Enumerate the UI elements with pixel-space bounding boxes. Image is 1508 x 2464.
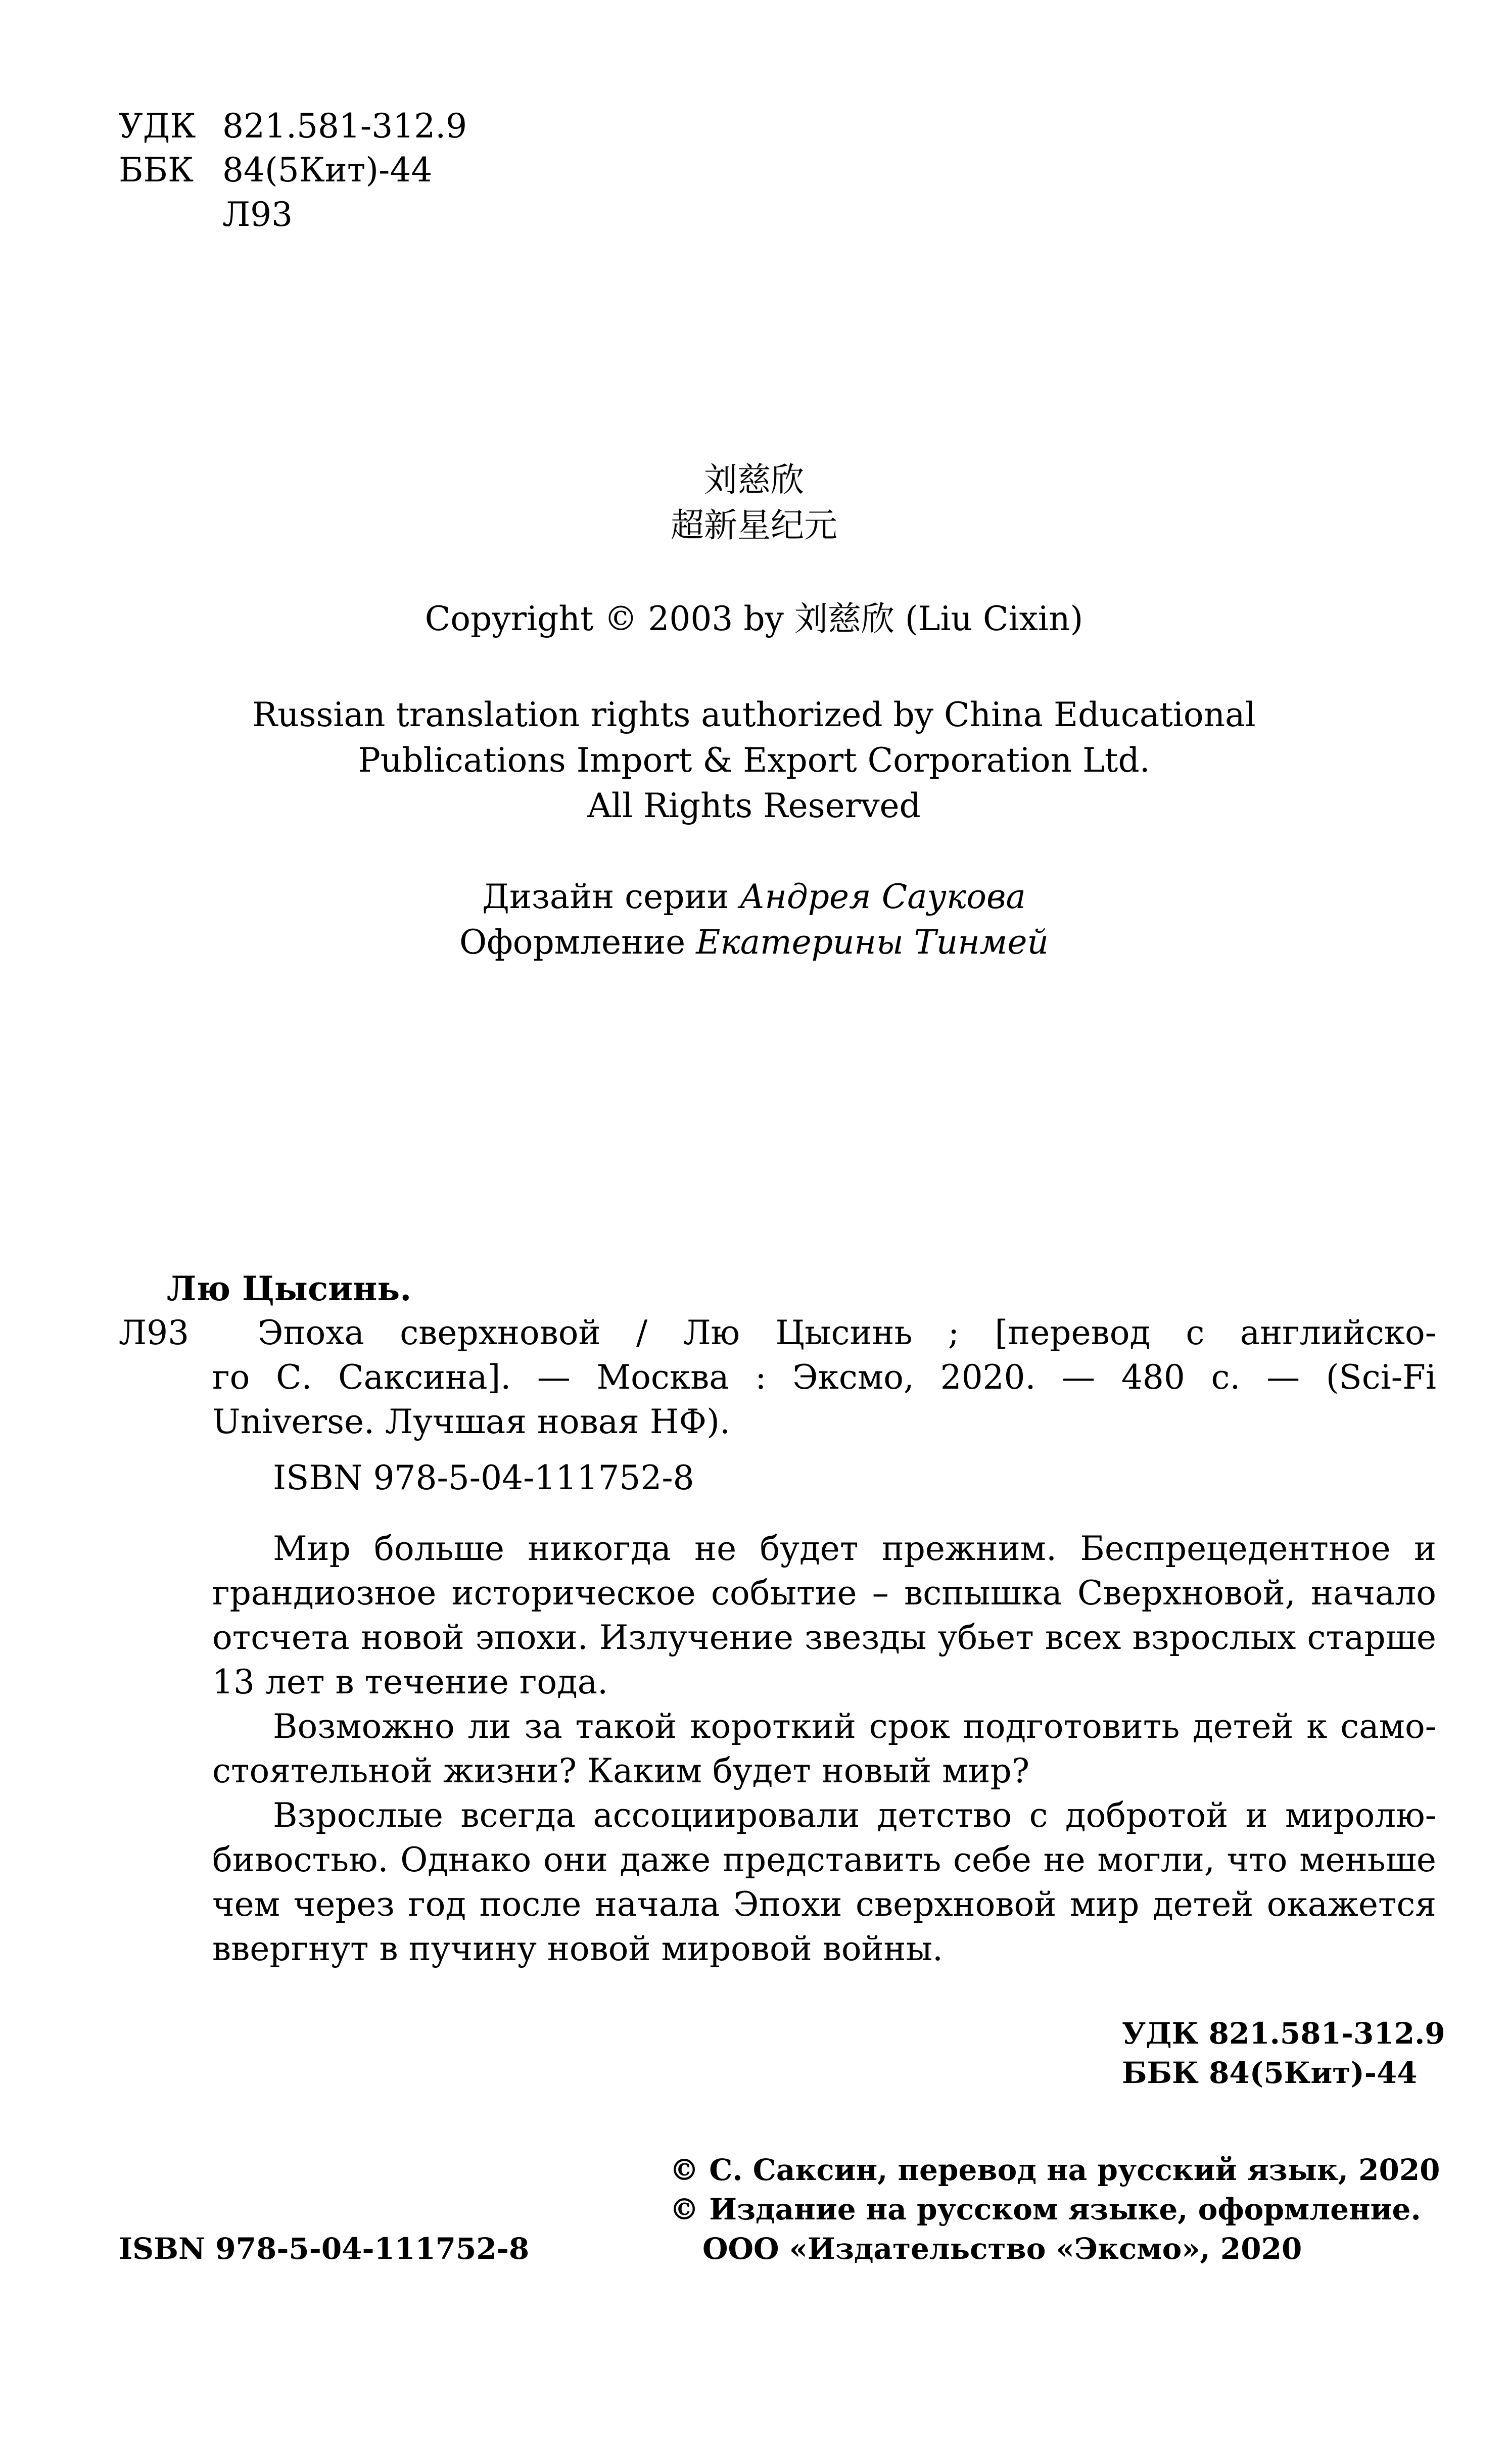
copyright-edition: © Издание на русском языке, оформление. — [670, 2192, 1421, 2226]
copyright-prefix: Copyright © 2003 by — [425, 599, 784, 638]
bbk-value: 84(5Кит)-44 — [222, 151, 433, 189]
copyright-translation: © С. Саксин, перевод на русский язык, 2020 — [670, 2153, 1440, 2187]
footer-udk: УДК 821.581-312.9 — [1122, 2016, 1445, 2051]
bbk-line — [119, 148, 432, 193]
series-designer-name: Андрея Саукова — [739, 877, 1026, 916]
layout-design-credit — [0, 920, 1508, 965]
rights-line-2: Publications Import & Export Corporation Ltd. — [358, 741, 1150, 780]
annotation-p3-line-3: чем через год после начала Эпохи сверхновой мир детей окажется — [212, 1885, 1436, 1924]
annotation-p2-line-1: Возможно ли за такой короткий срок подготовить детей к само- — [273, 1707, 1436, 1746]
original-title: 超新星纪元 — [671, 506, 837, 545]
annotation-p2-line-2: стоятельной жизни? Каким будет новый мир? — [212, 1751, 1030, 1790]
author-mark-top: Л93 — [222, 195, 293, 234]
bibliographic-author: Лю Цысинь. — [167, 1269, 412, 1308]
layout-designer-name: Екатерины Тинмей — [696, 923, 1049, 962]
copyright-line — [0, 596, 1508, 642]
annotation-p1-line-3: отсчета новой эпохи. Излучение звезды убьет всех взрослых старше — [212, 1618, 1436, 1657]
copyright-author-latin: (Liu Cixin) — [905, 599, 1083, 638]
bibliographic-isbn: ISBN 978-5-04-111752-8 — [273, 1458, 694, 1497]
annotation-p1-line-4: 13 лет в течение года. — [212, 1663, 608, 1701]
bibliographic-line-3: Universe. Лучшая новая НФ). — [212, 1402, 730, 1441]
bibliographic-line-2: го С. Саксина]. — Москва : Эксмо, 2020. — 480 с. — (Sci-Fi — [212, 1358, 1436, 1397]
udk-line — [119, 104, 467, 149]
annotation-p3-line-4: ввергнут в пучину новой мировой войны. — [212, 1929, 944, 1968]
copyright-author-cn: 刘慈欣 — [794, 599, 894, 638]
series-design-credit — [0, 874, 1508, 920]
rights-line-1: Russian translation rights authorized by China Educational — [252, 695, 1256, 734]
copyright-isbn: ISBN 978-5-04-111752-8 — [119, 2232, 530, 2266]
udk-label: УДК — [119, 107, 196, 146]
footer-bbk: ББК 84(5Кит)-44 — [1122, 2056, 1418, 2090]
bibliographic-mark: Л93 — [119, 1313, 190, 1352]
annotation-p1-line-1: Мир больше никогда не будет прежним. Беспрецедентное и — [273, 1529, 1436, 1568]
series-design-label: Дизайн серии — [482, 877, 729, 916]
annotation-p3-line-1: Взрослые всегда ассоциировали детство с добротой и миролю- — [273, 1796, 1436, 1835]
layout-design-label: Оформление — [459, 923, 686, 962]
udk-value: 821.581-312.9 — [222, 107, 467, 146]
annotation-p3-line-2: бивостью. Однако они даже представить себе не могли, что меньше — [212, 1840, 1436, 1879]
copyright-publisher: ООО «Издательство «Эксмо», 2020 — [702, 2232, 1302, 2266]
original-author: 刘慈欣 — [704, 460, 804, 499]
annotation-p1-line-2: грандиозное историческое событие – вспышка Сверхновой, начало — [212, 1574, 1436, 1613]
bibliographic-line-1: Эпоха сверхновой / Лю Цысинь ; [перевод с английско- — [258, 1313, 1436, 1352]
bbk-label: ББК — [119, 151, 194, 189]
rights-line-3: All Rights Reserved — [587, 786, 921, 825]
